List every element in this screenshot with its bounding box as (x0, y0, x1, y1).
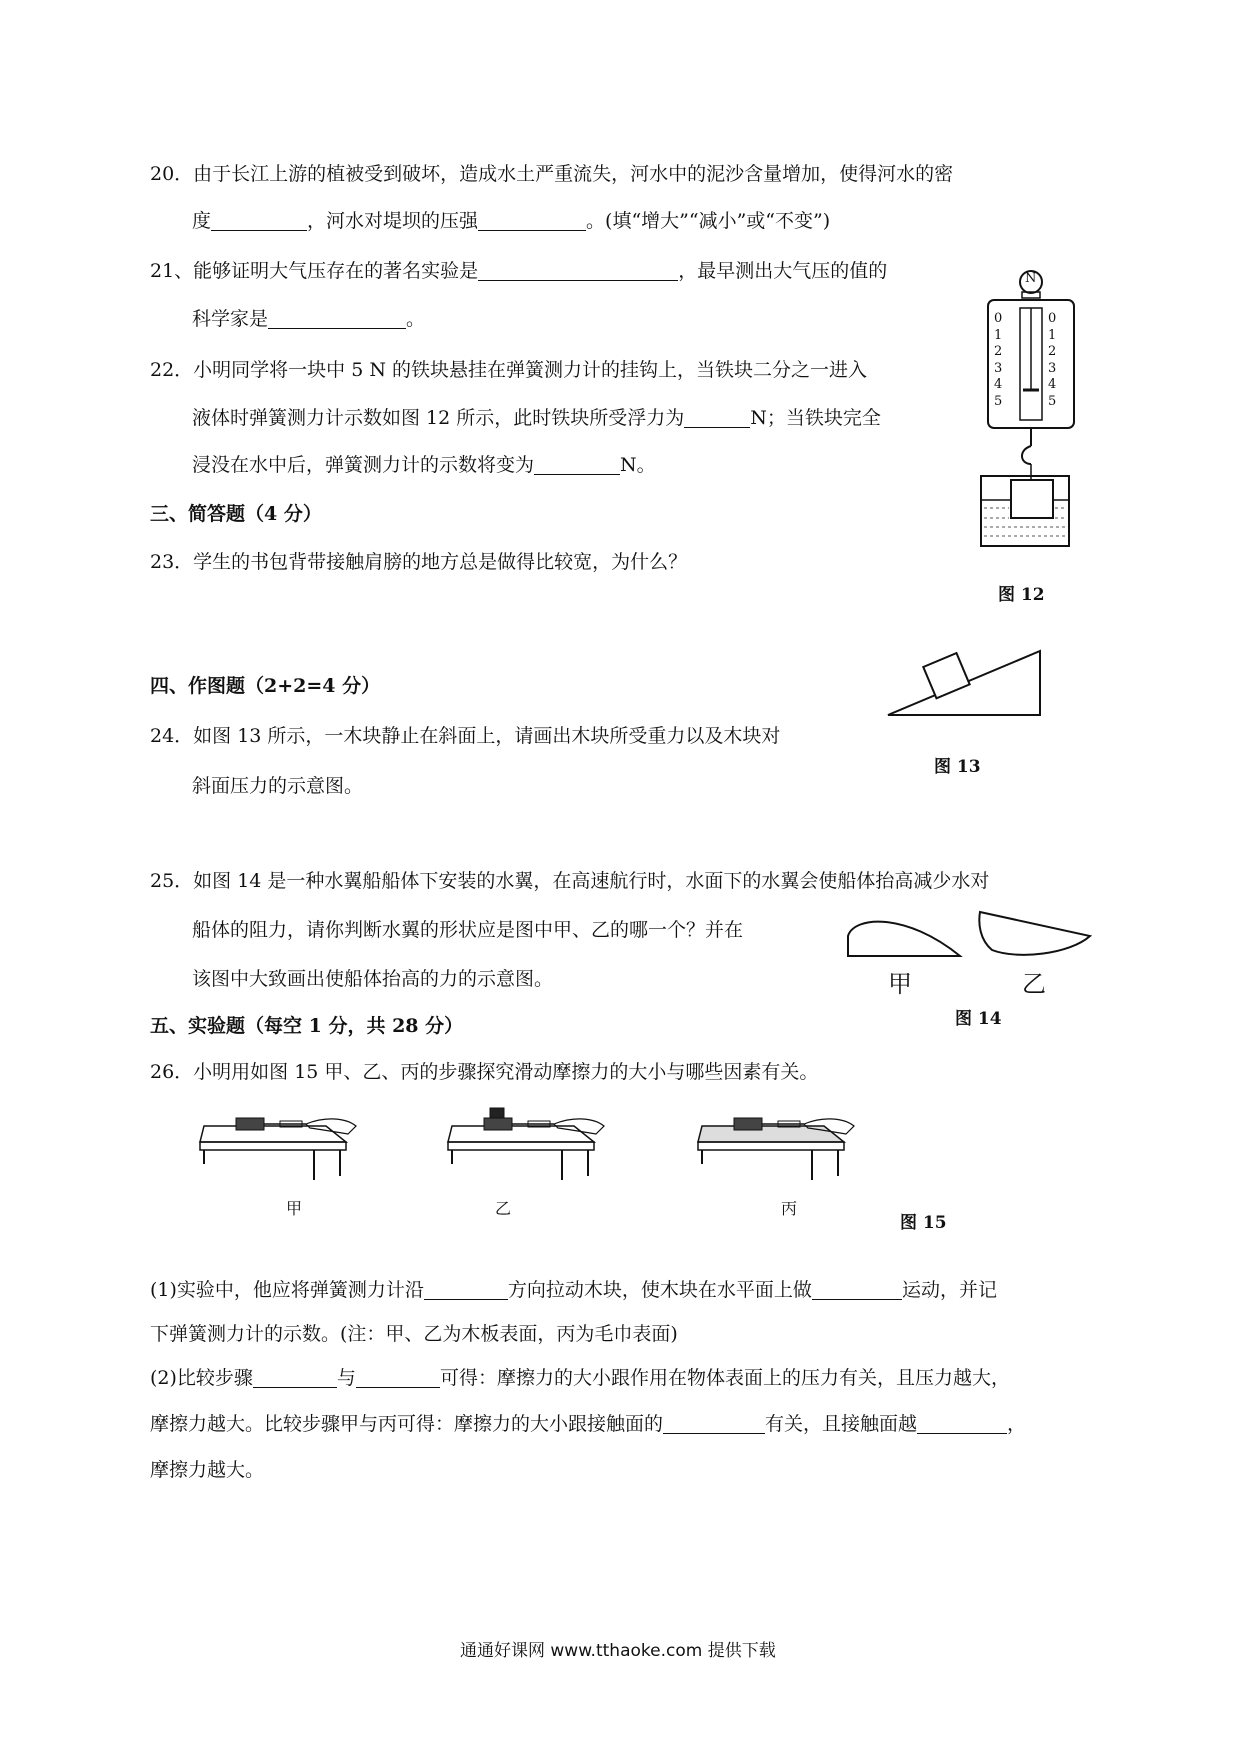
answer-blank-step-b[interactable] (356, 1367, 440, 1388)
section-4-heading: 四、作图题（2+2=4 分） (150, 675, 381, 697)
answer-blank-reading[interactable] (534, 454, 620, 475)
figure-14-label-a: 甲 (888, 970, 912, 998)
scale-tick-label: 1 (994, 327, 1003, 343)
q25-line3: 该图中大致画出使船体抬高的力的示意图。 (192, 968, 554, 990)
q20-line2: 度 ，河水对堤坝的压强 。(填“增大”“减小”或“不变”) (192, 210, 831, 232)
answer-blank-motion[interactable] (812, 1279, 902, 1300)
q22-line3: 浸没在水中后，弹簧测力计的示数将变为 N。 (192, 454, 656, 476)
scale-tick-label: 4 (1048, 377, 1057, 392)
scale-tick-label: 3 (1048, 360, 1057, 376)
q25-line1: 25．如图 14 是一种水翼船船体下安装的水翼，在高速航行时，水面下的水翼会使船体抬高减少水对 (150, 870, 990, 892)
q26-2-line1: (2)比较步骤 与 可得：摩擦力的大小跟作用在物体表面上的压力有关，且压力越大， (150, 1367, 1010, 1389)
answer-blank-roughness[interactable] (917, 1413, 1007, 1434)
q21-line2: 科学家是 。 (192, 308, 426, 330)
answer-blank-direction[interactable] (424, 1279, 508, 1300)
figure-15-setup-c (694, 1104, 874, 1184)
scale-tick-label: 4 (994, 377, 1003, 392)
q24-line2: 斜面压力的示意图。 (192, 775, 364, 797)
scale-tick-label: 0 (994, 311, 1003, 326)
q26-1-line1: (1)实验中，他应将弹簧测力计沿 方向拉动木块，使木块在水平面上做 运动，并记 (150, 1279, 997, 1301)
answer-blank-surface[interactable] (663, 1413, 765, 1434)
q26-line1: 26．小明用如图 15 甲、乙、丙的步骤探究滑动摩擦力的大小与哪些因素有关。 (150, 1061, 819, 1083)
figure-14-hydrofoil-b (978, 910, 1098, 962)
q23-text: 23．学生的书包背带接触肩膀的地方总是做得比较宽，为什么？ (150, 551, 688, 573)
scale-tick-label: 2 (1048, 344, 1057, 359)
answer-blank-density[interactable] (211, 210, 307, 231)
scale-tick-label: 5 (994, 393, 1003, 409)
q20-line1: 20．由于长江上游的植被受到破坏，造成水土严重流失，河水中的泥沙含量增加，使得河水的密 (150, 163, 954, 185)
answer-blank-scientist[interactable] (268, 308, 406, 329)
figure-12-unit-label: N (1025, 271, 1037, 286)
scale-tick-label: 0 (1048, 311, 1057, 326)
q22-line2: 液体时弹簧测力计示数如图 12 所示，此时铁块所受浮力为 N；当铁块完全 (192, 407, 881, 429)
answer-blank-step-a[interactable] (253, 1367, 337, 1388)
figure-13-incline (888, 630, 1048, 720)
answer-blank-experiment[interactable] (478, 260, 678, 281)
q26-1-line2: 下弹簧测力计的示数。(注：甲、乙为木板表面，丙为毛巾表面) (150, 1323, 678, 1345)
q26-2-line2: 摩擦力越大。比较步骤甲与丙可得：摩擦力的大小跟接触面的 有关，且接触面越 ， (150, 1413, 1027, 1435)
section-3-heading: 三、简答题（4 分） (150, 503, 322, 525)
figure-15-caption: 图 15 (900, 1213, 947, 1233)
page-footer: 通通好课网 www.tthaoke.com 提供下载 (460, 1641, 776, 1661)
q25-line2: 船体的阻力，请你判断水翼的形状应是图中甲、乙的哪一个？并在 (192, 919, 744, 941)
scale-tick-label: 3 (994, 360, 1003, 376)
figure-14-caption: 图 14 (955, 1009, 1002, 1029)
figure-15-setup-a (196, 1104, 376, 1184)
figure-14-label-b: 乙 (1022, 970, 1046, 998)
section-5-heading: 五、实验题（每空 1 分，共 28 分） (150, 1015, 464, 1037)
figure-15-label-c: 丙 (781, 1199, 798, 1218)
scale-tick-label: 2 (994, 344, 1003, 359)
q26-2-line3: 摩擦力越大。 (150, 1459, 265, 1481)
answer-blank-pressure[interactable] (478, 210, 586, 231)
figure-15-label-b: 乙 (495, 1199, 512, 1218)
figure-13-caption: 图 13 (934, 757, 981, 777)
scale-tick-label: 1 (1048, 327, 1057, 343)
q21-line1: 21、能够证明大气压存在的著名实验是 ，最早测出大气压的值的 (150, 260, 888, 282)
figure-14-hydrofoil-a (846, 912, 966, 960)
scale-tick-label: 5 (1048, 393, 1057, 409)
figure-15-setup-b (444, 1100, 624, 1184)
figure-12-caption: 图 12 (998, 585, 1045, 605)
q22-line1: 22．小明同学将一块中 5 N 的铁块悬挂在弹簧测力计的挂钩上，当铁块二分之一进入 (150, 359, 868, 381)
figure-15-label-a: 甲 (286, 1199, 303, 1218)
answer-blank-buoyancy[interactable] (684, 407, 750, 428)
q24-line1: 24．如图 13 所示，一木块静止在斜面上，请画出木块所受重力以及木块对 (150, 725, 781, 747)
